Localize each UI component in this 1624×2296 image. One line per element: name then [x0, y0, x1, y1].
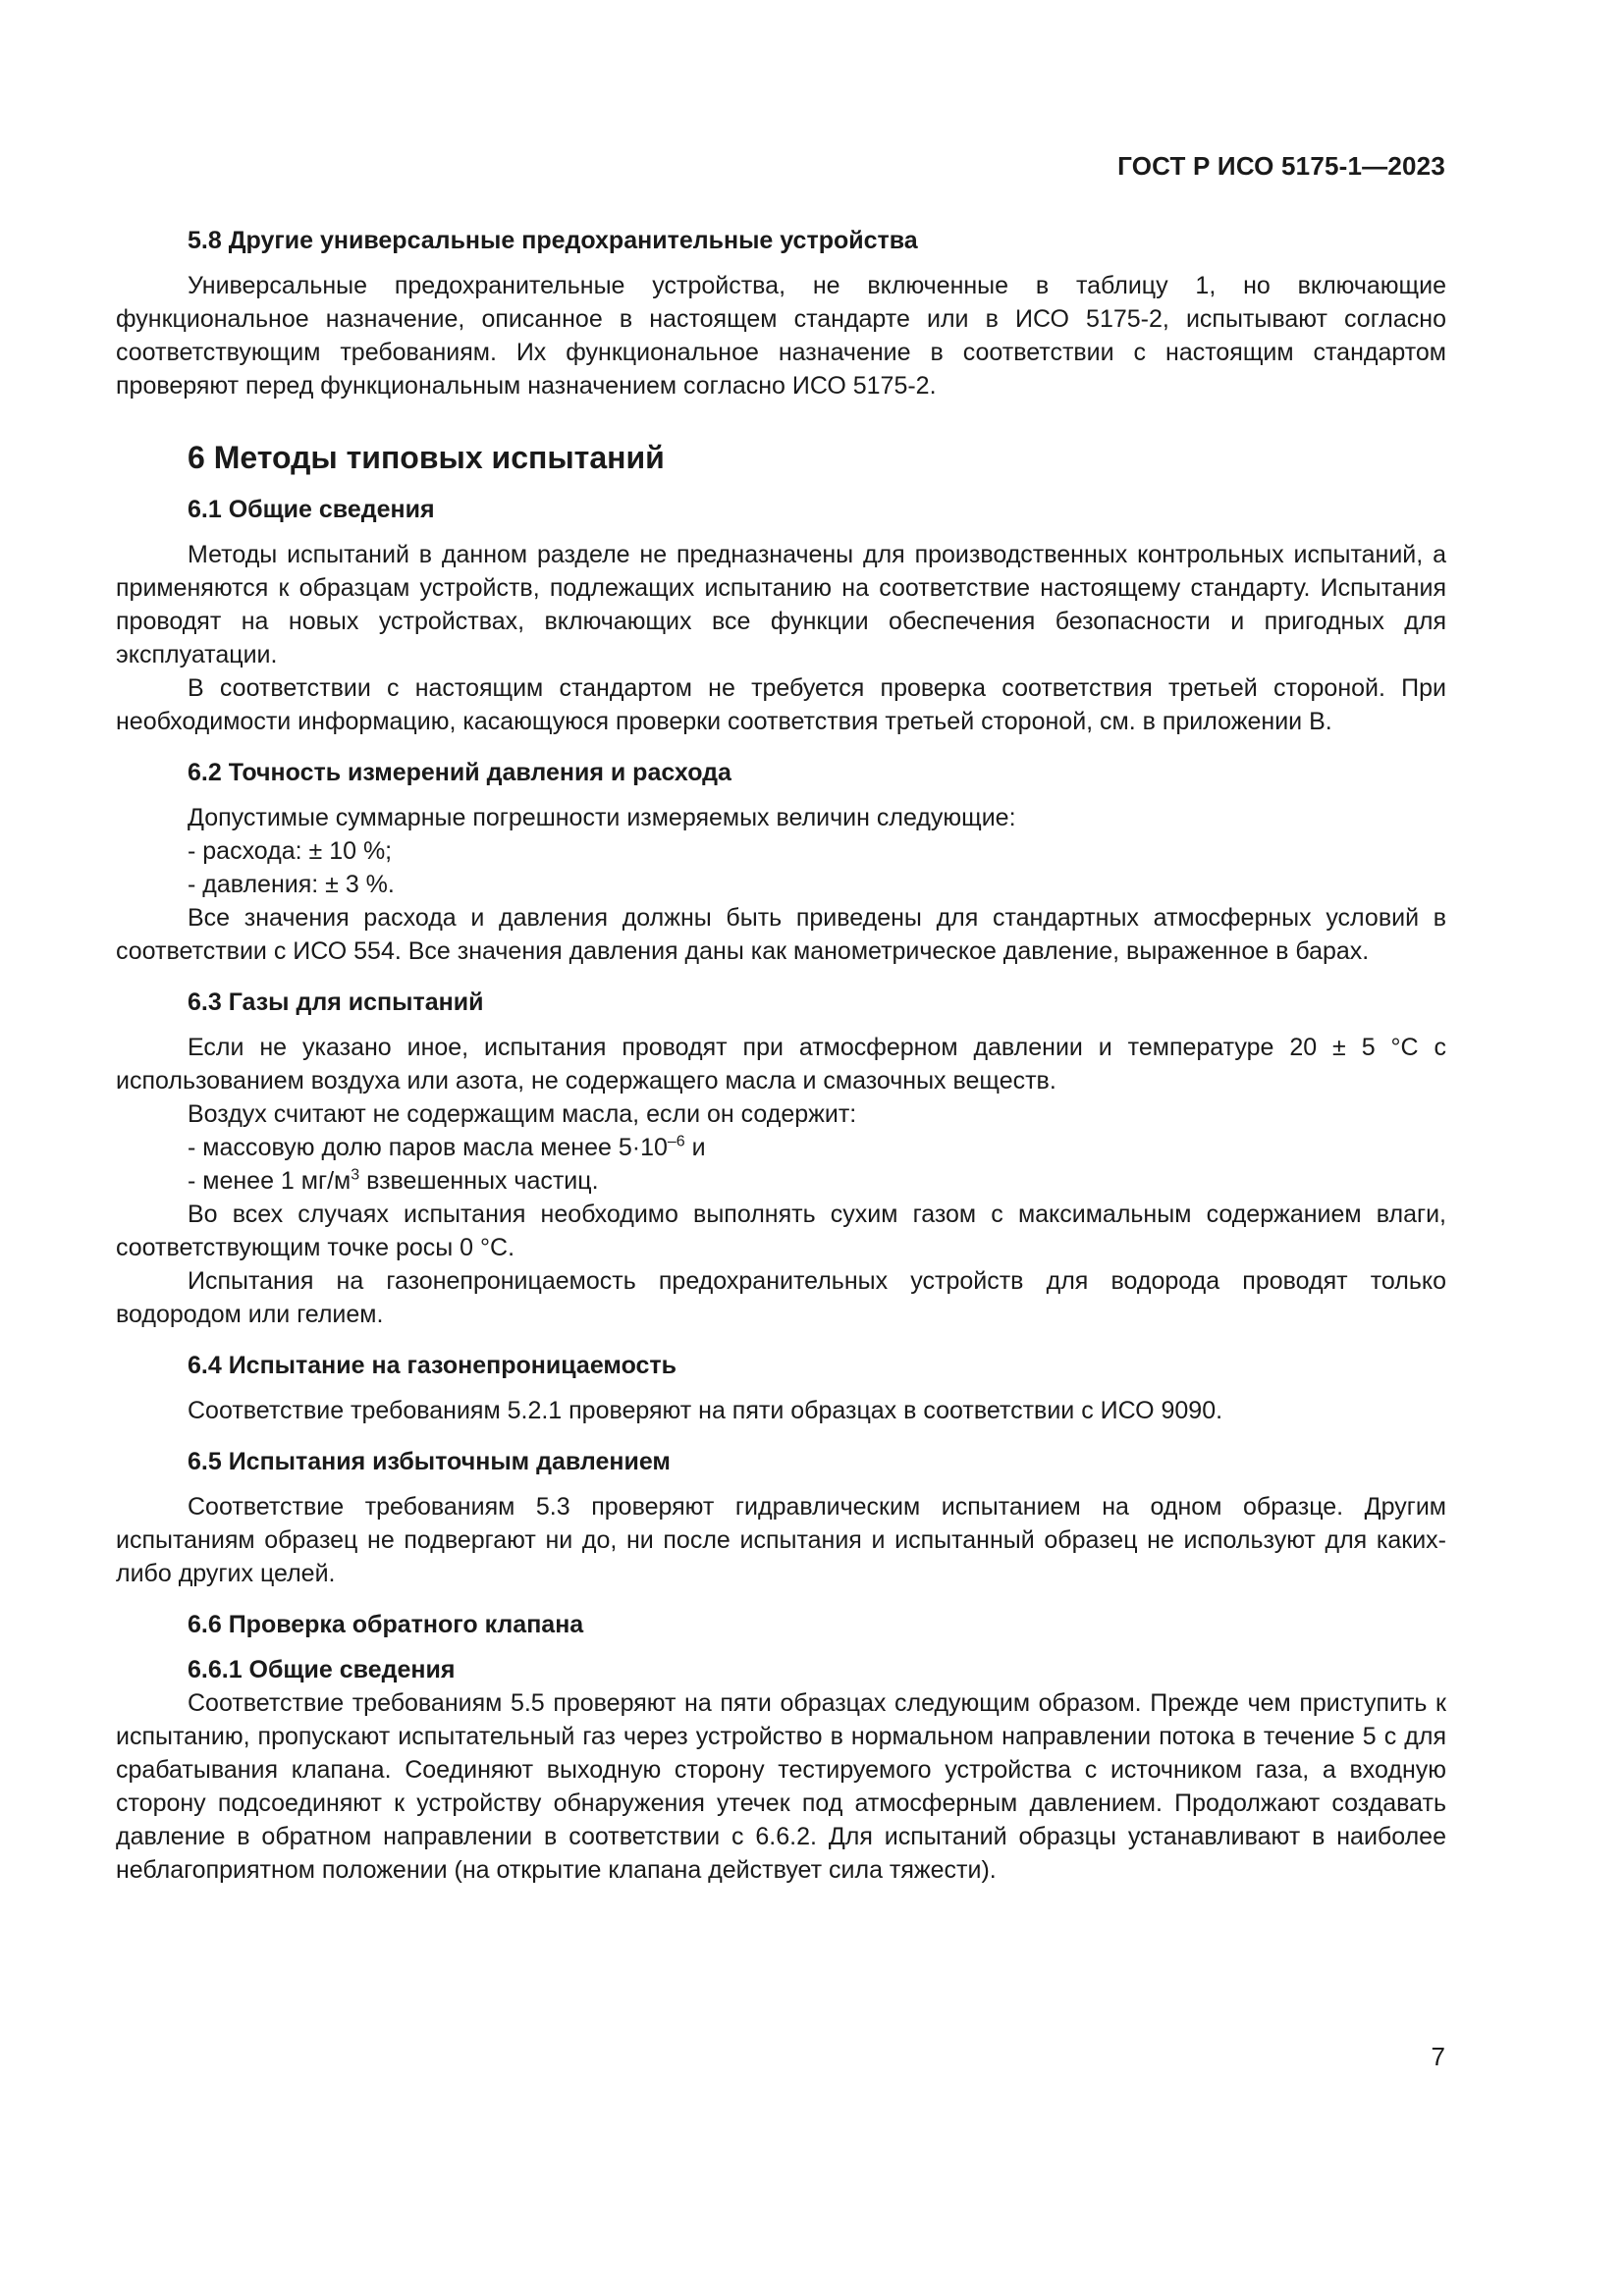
section-6-3-paragraph-4: Испытания на газонепроницаемость предохранительных устройств для водорода проводят только водородом или гелием.	[116, 1267, 1446, 1328]
section-6-6-1-paragraph: Соответствие требованиям 5.5 проверяют на пяти образцах следующим образом. Прежде чем приступить к испытанию, пропускают испытательный газ через устройство в нормальном направлении потока в течение 5 с для срабатывания клапана. Соединяют выходную сторону тестируемого устройства с источником газа, а входную сторону подсоединяют к устройству обнаружения утечек под атмосферным давлением. Продолжают создавать давление в обратном направлении в соответствии с 6.6.2. Для испытаний образцы устанавливают в наиболее неблагоприятном положении (на открытие клапана действует сила тяжести).	[116, 1689, 1446, 1884]
section-6-3-list-item-2	[188, 1164, 1446, 1198]
section-6-2-paragraph-2: Все значения расхода и давления должны быть приведены для стандартных атмосферных условий в соответствии с ИСО 554. Все значения давления даны как манометрическое давление, выраженное в барах.	[116, 904, 1446, 965]
section-6-2-list-item-1: - расхода: ± 10 %;	[188, 837, 393, 865]
section-6-1-paragraph-2: В соответствии с настоящим стандартом не требуется проверка соответствия третьей стороной. При необходимости информацию, касающуюся проверки соответствия третьей стороной, см. в приложении В.	[116, 674, 1446, 735]
section-6-2-title: 6.2 Точность измерений давления и расхода	[188, 759, 731, 786]
list-item-text: - массовую долю паров масла менее 5·10	[188, 1134, 668, 1161]
superscript: –6	[667, 1133, 685, 1150]
section-6-1-paragraph-1: Методы испытаний в данном разделе не предназначены для производственных контрольных испытаний, а применяются к образцам устройств, подлежащих испытанию на соответствие настоящему стандарту. Испытания проводят на новых устройствах, включающих все функции обеспечения безопасности и пригодных для эксплуатации.	[116, 541, 1446, 668]
section-6-4-title: 6.4 Испытание на газонепроницаемость	[188, 1352, 677, 1379]
section-6-5-paragraph: Соответствие требованиям 5.3 проверяют гидравлическим испытанием на одном образце. Другим испытаниям образец не подвергают ни до, ни после испытания и испытанный образец не используют для каких-либо других целей.	[116, 1493, 1446, 1587]
section-6-3-paragraph-3: Во всех случаях испытания необходимо выполнять сухим газом с максимальным содержанием влаги, соответствующим точке росы 0 °С.	[116, 1201, 1446, 1261]
list-item-text-tail: и	[684, 1134, 706, 1161]
superscript: 3	[351, 1166, 360, 1184]
section-6-5-title: 6.5 Испытания избыточным давлением	[188, 1448, 671, 1475]
list-item-text-tail: взвешенных частиц.	[359, 1167, 599, 1195]
section-6-6-title: 6.6 Проверка обратного клапана	[188, 1611, 584, 1638]
section-6-title: 6 Методы типовых испытаний	[188, 440, 665, 475]
section-6-3-paragraph-1: Если не указано иное, испытания проводят при атмосферном давлении и температуре 20 ± 5 °С с использованием воздуха или азота, не содержащего масла и смазочных веществ.	[116, 1034, 1446, 1095]
document-header-id: ГОСТ Р ИСО 5175-1—2023	[1117, 151, 1445, 181]
section-6-4-paragraph: Соответствие требованиям 5.2.1 проверяют на пяти образцах в соответствии с ИСО 9090.	[188, 1397, 1223, 1424]
section-6-6-1-title: 6.6.1 Общие сведения	[188, 1656, 456, 1683]
section-6-3-paragraph-2: Воздух считают не содержащим масла, если он содержит:	[188, 1100, 857, 1128]
section-6-1-title: 6.1 Общие сведения	[188, 496, 435, 523]
page-number: 7	[1431, 2042, 1445, 2071]
section-5-8-paragraph: Универсальные предохранительные устройства, не включенные в таблицу 1, но включающие функциональное назначение, описанное в настоящем стандарте или в ИСО 5175-2, испытывают согласно соответствующим требованиям. Их функциональное назначение в соответствии с настоящим стандартом проверяют перед функциональным назначением согласно ИСО 5175-2.	[116, 272, 1446, 400]
list-item-text: - менее 1 мг/м	[188, 1167, 352, 1195]
section-6-2-list-item-2: - давления: ± 3 %.	[188, 871, 395, 898]
section-5-8-title: 5.8 Другие универсальные предохранительные устройства	[188, 227, 918, 254]
document-body	[116, 224, 1446, 1887]
section-6-2-paragraph-1: Допустимые суммарные погрешности измеряемых величин следующие:	[188, 804, 1016, 831]
section-6-3-title: 6.3 Газы для испытаний	[188, 988, 484, 1016]
section-6-3-list-item-1	[188, 1131, 1446, 1164]
